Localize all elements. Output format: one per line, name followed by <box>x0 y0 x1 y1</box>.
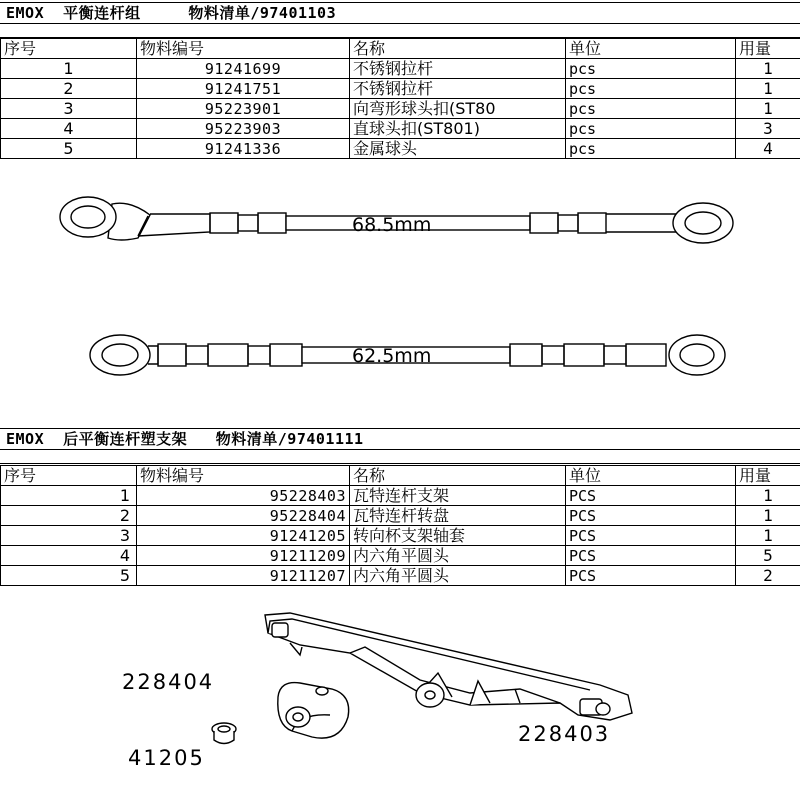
part-qty: 1 <box>736 506 800 526</box>
row-index: 5 <box>1 139 137 159</box>
bom-title-1: EMOX 平衡连杆组 物料清单/97401103 <box>0 2 800 24</box>
part-unit: PCS <box>566 526 736 546</box>
disc-callout: 228404 <box>122 670 215 694</box>
col-header-name: 名称 <box>350 39 566 59</box>
part-unit: PCS <box>566 566 736 586</box>
part-code: 91211207 <box>137 566 350 586</box>
part-code: 91241336 <box>137 139 350 159</box>
table-row <box>1 566 800 586</box>
header-gap-1 <box>0 24 800 38</box>
row-index: 2 <box>1 79 137 99</box>
table-row <box>1 99 800 119</box>
part-name: 金属球头 <box>350 139 566 159</box>
table-row <box>1 119 800 139</box>
part-qty: 1 <box>736 59 800 79</box>
part-qty: 1 <box>736 526 800 546</box>
part-unit: PCS <box>566 486 736 506</box>
part-code: 95228404 <box>137 506 350 526</box>
table-row <box>1 79 800 99</box>
table-row <box>1 486 800 506</box>
col-header-code: 物料编号 <box>137 39 350 59</box>
part-unit: PCS <box>566 506 736 526</box>
part-code: 91211209 <box>137 546 350 566</box>
part-name: 直球头扣(ST801) <box>350 119 566 139</box>
row-index: 4 <box>1 119 137 139</box>
part-unit: PCS <box>566 546 736 566</box>
table-row <box>1 59 800 79</box>
row-index: 1 <box>1 486 137 506</box>
row-index: 4 <box>1 546 137 566</box>
header-gap-2 <box>0 450 800 464</box>
table-row <box>1 139 800 159</box>
part-name: 内六角平圆头 <box>350 566 566 586</box>
steering-bushing <box>212 723 236 744</box>
col-header-unit: 单位 <box>566 39 736 59</box>
row-index: 3 <box>1 526 137 546</box>
part-name: 不锈钢拉杆 <box>350 79 566 99</box>
part-code: 91241751 <box>137 79 350 99</box>
row-index: 5 <box>1 566 137 586</box>
row-index: 1 <box>1 59 137 79</box>
bracket-drawing <box>0 585 800 800</box>
part-unit: pcs <box>566 139 736 159</box>
watt-link-disc <box>278 683 349 739</box>
col-header-index: 序号 <box>1 466 137 486</box>
part-qty: 1 <box>736 79 800 99</box>
part-unit: pcs <box>566 119 736 139</box>
rods-drawing <box>0 160 800 425</box>
col-header-name: 名称 <box>350 466 566 486</box>
part-code: 95223903 <box>137 119 350 139</box>
row-index: 3 <box>1 99 137 119</box>
part-name: 瓦特连杆支架 <box>350 486 566 506</box>
part-qty: 2 <box>736 566 800 586</box>
part-name: 不锈钢拉杆 <box>350 59 566 79</box>
part-qty: 5 <box>736 546 800 566</box>
part-name: 内六角平圆头 <box>350 546 566 566</box>
col-header-index: 序号 <box>1 39 137 59</box>
bom-title-2: EMOX 后平衡连杆塑支架 物料清单/97401111 <box>0 428 800 450</box>
part-qty: 3 <box>736 119 800 139</box>
part-code: 91241205 <box>137 526 350 546</box>
long-rod-length: 68.5mm <box>352 214 432 236</box>
part-code: 95223901 <box>137 99 350 119</box>
table-row <box>1 526 800 546</box>
part-name: 转向杯支架轴套 <box>350 526 566 546</box>
bracket-callout: 228403 <box>518 722 611 746</box>
part-name: 瓦特连杆转盘 <box>350 506 566 526</box>
bom-table-1 <box>0 38 800 159</box>
part-unit: pcs <box>566 99 736 119</box>
part-qty: 1 <box>736 99 800 119</box>
bom-table-2 <box>0 465 800 586</box>
part-qty: 1 <box>736 486 800 506</box>
table-row <box>1 506 800 526</box>
part-name: 向弯形球头扣(ST80 <box>350 99 566 119</box>
part-code: 95228403 <box>137 486 350 506</box>
bushing-callout: 41205 <box>128 746 205 770</box>
part-unit: pcs <box>566 79 736 99</box>
col-header-code: 物料编号 <box>137 466 350 486</box>
short-rod-length: 62.5mm <box>352 345 432 367</box>
col-header-qty: 用量 <box>736 39 800 59</box>
col-header-unit: 单位 <box>566 466 736 486</box>
part-unit: pcs <box>566 59 736 79</box>
part-qty: 4 <box>736 139 800 159</box>
row-index: 2 <box>1 506 137 526</box>
part-code: 91241699 <box>137 59 350 79</box>
table-row <box>1 546 800 566</box>
table-header-row <box>1 466 800 486</box>
col-header-qty: 用量 <box>736 466 800 486</box>
table-header-row <box>1 39 800 59</box>
